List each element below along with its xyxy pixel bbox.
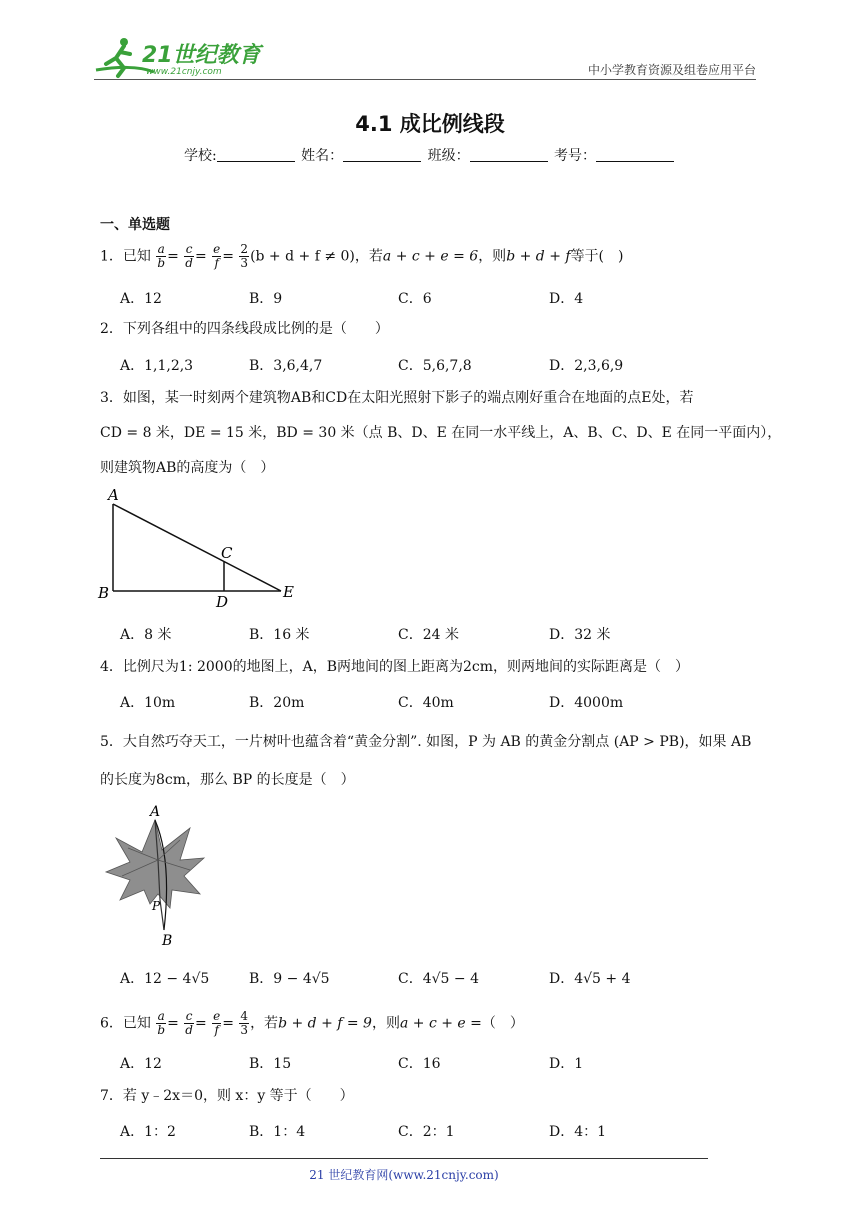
question-1: 1．已知 $\frac{a}{b}$ = $\frac{c}{d}$ = $\frac{e}{f}$ = $\frac{2}{3}$ (b + d + f ≠ 0)，若a + c + e = 6，则b + d + f等于( ) — [100, 242, 624, 270]
q2-option-b[interactable]: B．3,6,4,7 — [249, 358, 323, 374]
footer-link[interactable]: 21 世纪教育网(www.21cnjy.com) — [309, 1168, 499, 1182]
question-5-line-1: 5．大自然巧夺天工，一片树叶也蕴含着“黄金分割”. 如图，P 为 AB 的黄金分割点 (AP > PB)，如果 AB — [100, 734, 752, 750]
q6-frac-4-3: $\frac{4}{3}$ — [240, 1009, 249, 1037]
q1-option-b[interactable]: B．9 — [249, 291, 283, 307]
frac-c-d: $\frac{c}{d}$ — [185, 242, 193, 270]
q4-option-c[interactable]: C．40m — [398, 695, 454, 711]
q3-option-c[interactable]: C．24 米 — [398, 627, 459, 643]
school-blank — [217, 147, 295, 162]
class-blank — [470, 147, 548, 162]
label-d: D — [216, 593, 229, 611]
leaf-label-b: B — [162, 933, 173, 949]
q6-mid2: ，则 — [371, 1015, 400, 1032]
q6-ask: a + c + e = — [399, 1015, 482, 1032]
q6-frac-a-b: $\frac{a}{b}$ — [157, 1009, 166, 1037]
q6-option-d[interactable]: D．1 — [549, 1056, 584, 1072]
exam-no-label: 考号： — [554, 148, 597, 164]
q7-option-a[interactable]: A．1：2 — [120, 1124, 176, 1140]
q1-option-c[interactable]: C．6 — [398, 291, 432, 307]
q1-condition: (b + d + f ≠ 0) — [250, 248, 355, 265]
class-label: 班级： — [427, 148, 470, 164]
q1-option-a[interactable]: A．12 — [120, 291, 162, 307]
header-divider — [94, 79, 756, 80]
frac-e-f: $\frac{e}{f}$ — [213, 242, 221, 270]
q6-prefix: 6．已知 — [100, 1015, 151, 1032]
q1-ask: b + d + f — [506, 248, 571, 265]
leaf-label-a: A — [150, 804, 161, 820]
q6-mid: ，若 — [250, 1015, 279, 1032]
q3-option-b[interactable]: B．16 米 — [249, 627, 310, 643]
question-6: 6．已知 $\frac{a}{b}$ = $\frac{c}{d}$ = $\frac{e}{f}$ = $\frac{4}{3}$ ，若b + d + f = 9，则a + c + e =（ ） — [100, 1009, 524, 1037]
q1-equation: a + c + e = 6 — [382, 248, 479, 265]
leaf-label-p: P — [152, 899, 161, 913]
q4-option-a[interactable]: A．10m — [120, 695, 176, 711]
q2-option-c[interactable]: C．5,6,7,8 — [398, 358, 472, 374]
exam-no-blank — [596, 147, 674, 162]
question-5-line-2: 的长度为8cm，那么 BP 的长度是（ ） — [100, 772, 355, 788]
label-e: E — [283, 583, 294, 601]
question-4: 4．比例尺为1: 2000的地图上，A，B两地间的图上距离为2cm，则两地间的实际距离是（ ） — [100, 659, 690, 675]
q7-option-d[interactable]: D．4：1 — [549, 1124, 607, 1140]
q6-frac-e-f: $\frac{e}{f}$ — [213, 1009, 221, 1037]
label-c: C — [221, 544, 233, 562]
question-2: 2．下列各组中的四条线段成比例的是（ ） — [100, 321, 389, 337]
q6-option-c[interactable]: C．16 — [398, 1056, 441, 1072]
name-label: 姓名： — [301, 148, 344, 164]
frac-2-3: $\frac{2}{3}$ — [240, 242, 249, 270]
section-heading: 一、单选题 — [100, 217, 170, 233]
q7-option-c[interactable]: C．2：1 — [398, 1124, 455, 1140]
student-info-row — [0, 145, 860, 165]
logo-text: 21世纪教育 — [142, 43, 261, 68]
label-b: B — [98, 584, 110, 602]
name-blank — [343, 147, 421, 162]
q5-leaf-figure — [100, 800, 210, 954]
q2-option-a[interactable]: A．1,1,2,3 — [120, 358, 194, 374]
q3-option-d[interactable]: D．32 米 — [549, 627, 611, 643]
q6-option-b[interactable]: B．15 — [249, 1056, 292, 1072]
label-a: A — [108, 486, 119, 504]
logo-url: www.21cnjy.com — [146, 67, 222, 77]
frac-a-b: $\frac{a}{b}$ — [157, 242, 166, 270]
q4-option-d[interactable]: D．4000m — [549, 695, 624, 711]
question-3-line-2: CD = 8 米，DE = 15 米，BD = 30 米（点 B、D、E 在同一水平线上，A、B、C、D、E 在同一平面内）， — [100, 425, 782, 441]
q7-option-b[interactable]: B．1：4 — [249, 1124, 306, 1140]
q6-equation: b + d + f = 9 — [278, 1015, 372, 1032]
leaf-icon — [106, 820, 204, 908]
footer-divider — [100, 1158, 708, 1159]
q5-option-c[interactable]: C．4√5 − 4 — [398, 971, 479, 987]
header-platform-text: 中小学教育资源及组卷应用平台 — [587, 63, 756, 77]
q1-prefix: 1．已知 — [100, 248, 151, 265]
school-label: 学校: — [183, 148, 217, 164]
question-3-line-1: 3．如图，某一时刻两个建筑物AB和CD在太阳光照射下影子的端点刚好重合在地面的点E处，若 — [100, 390, 694, 406]
q1-mid: ，若 — [354, 248, 383, 265]
segment-ae — [113, 504, 281, 591]
q1-mid2: ，则 — [478, 248, 507, 265]
question-7: 7．若 y﹣2x＝0，则 x：y 等于（ ） — [100, 1088, 354, 1104]
q1-option-d[interactable]: D．4 — [549, 291, 584, 307]
site-logo — [94, 34, 264, 80]
question-3-line-3: 则建筑物AB的高度为（ ） — [100, 460, 275, 476]
q6-frac-c-d: $\frac{c}{d}$ — [185, 1009, 193, 1037]
q5-option-b[interactable]: B．9 − 4√5 — [249, 971, 330, 987]
q6-option-a[interactable]: A．12 — [120, 1056, 162, 1072]
q5-option-d[interactable]: D．4√5 + 4 — [549, 971, 631, 987]
q6-tail: （ ） — [481, 1015, 524, 1032]
q1-tail: 等于( ) — [570, 248, 624, 265]
page-title: 4.1 成比例线段 — [355, 112, 505, 136]
q3-triangle-figure — [96, 486, 306, 616]
q5-option-a[interactable]: A．12 − 4√5 — [120, 971, 210, 987]
q2-option-d[interactable]: D．2,3,6,9 — [549, 358, 624, 374]
q3-option-a[interactable]: A．8 米 — [120, 627, 172, 643]
q4-option-b[interactable]: B．20m — [249, 695, 305, 711]
